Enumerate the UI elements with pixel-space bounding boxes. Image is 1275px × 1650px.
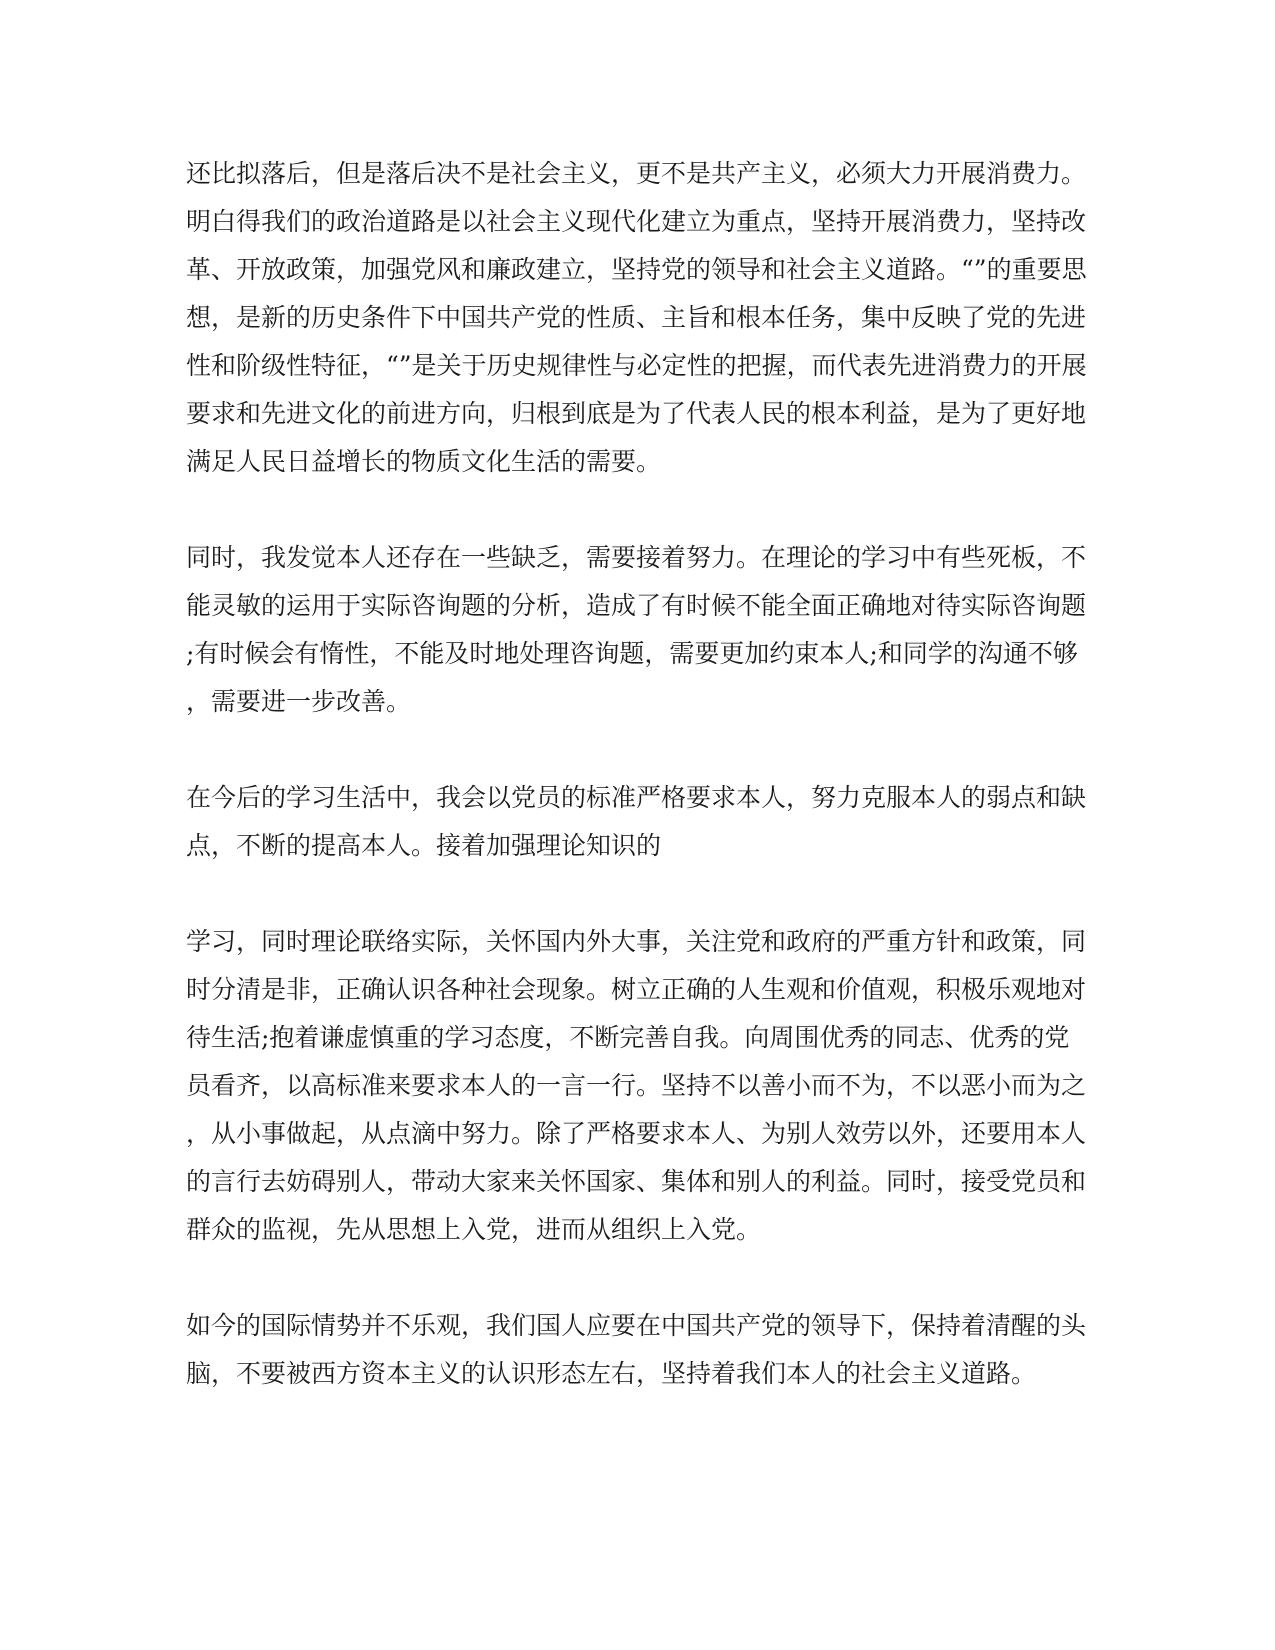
text-line: 想，是新的历史条件下中国共产党的性质、主旨和根本任务，集中反映了党的先进 [186, 303, 1087, 332]
paragraph-5 [186, 1302, 1086, 1398]
paragraph-gap [186, 486, 1086, 534]
text-line: 在今后的学习生活中，我会以党员的标准严格要求本人，努力克服本人的弱点和缺 [186, 783, 1087, 812]
text-line: 能灵敏的运用于实际咨询题的分析，造成了有时候不能全面正确地对待实际咨询题 [186, 591, 1087, 620]
text-line: ，从小事做起，从点滴中努力。除了严格要求本人、为别人效劳以外，还要用本人 [186, 1119, 1087, 1148]
text-line: 时分清是非，正确认识各种社会现象。树立正确的人生观和价值观，积极乐观地对 [186, 975, 1087, 1004]
text-line: 员看齐，以高标准来要求本人的一言一行。坚持不以善小而不为，不以恶小而为之 [186, 1071, 1087, 1100]
text-line: ;有时候会有惰性，不能及时地处理咨询题，需要更加约束本人;和同学的沟通不够 [186, 639, 1078, 668]
text-line: 还比拟落后，但是落后决不是社会主义，更不是共产主义，必须大力开展消费力。 [186, 159, 1087, 188]
text-line: 待生活;抱着谦虚慎重的学习态度，不断完善自我。向周围优秀的同志、优秀的党 [186, 1023, 1070, 1052]
text-line: 革、开放政策，加强党风和廉政建立，坚持党的领导和社会主义道路。“”的重要思 [186, 255, 1087, 284]
text-line: 的言行去妨碍别人，带动大家来关怀国家、集体和别人的利益。同时，接受党员和 [186, 1167, 1087, 1196]
paragraph-4 [186, 918, 1086, 1254]
paragraph-gap [186, 870, 1086, 918]
text-line: 点，不断的提高本人。接着加强理论知识的 [186, 831, 662, 860]
paragraph-3 [186, 774, 1086, 870]
document-body [186, 150, 1086, 1398]
text-line: 如今的国际情势并不乐观，我们国人应要在中国共产党的领导下，保持着清醒的头 [186, 1311, 1087, 1340]
text-line: 明白得我们的政治道路是以社会主义现代化建立为重点，坚持开展消费力，坚持改 [186, 207, 1087, 236]
text-line: 群众的监视，先从思想上入党，进而从组织上入党。 [186, 1215, 762, 1244]
text-line: 学习，同时理论联络实际，关怀国内外大事，关注党和政府的严重方针和政策，同 [186, 927, 1087, 956]
text-line: 脑，不要被西方资本主义的认识形态左右，坚持着我们本人的社会主义道路。 [186, 1359, 1037, 1388]
text-line: 性和阶级性特征，“”是关于历史规律性与必定性的把握，而代表先进消费力的开展 [186, 351, 1087, 380]
paragraph-gap [186, 1254, 1086, 1302]
text-line: 要求和先进文化的前进方向，归根到底是为了代表人民的根本利益，是为了更好地 [186, 399, 1087, 428]
text-line: ，需要进一步改善。 [186, 687, 412, 716]
paragraph-2 [186, 534, 1086, 726]
text-line: 满足人民日益增长的物质文化生活的需要。 [186, 447, 662, 476]
text-line: 同时，我发觉本人还存在一些缺乏，需要接着努力。在理论的学习中有些死板，不 [186, 543, 1087, 572]
paragraph-gap [186, 726, 1086, 774]
paragraph-1 [186, 150, 1086, 486]
